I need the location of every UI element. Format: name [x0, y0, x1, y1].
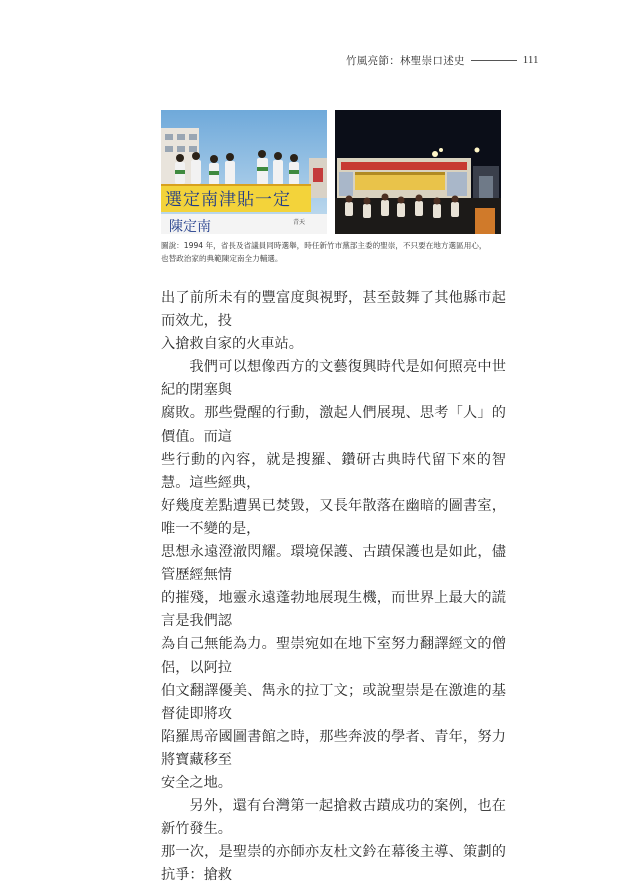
text-line: 思想永遠澄澈閃耀。環境保護、古蹟保護也是如此，儘管歷經無情 — [161, 544, 506, 584]
body-text — [161, 287, 506, 887]
candidate-sign-text: 陳定南 — [169, 219, 211, 234]
text-line: 腐敗。那些覺醒的行動，激起人們展現、思考「人」的價值。而這 — [161, 405, 506, 445]
text-line: 出了前所未有的豐富度與視野，甚至鼓舞了其他縣市起而效尤，投 — [161, 290, 506, 330]
caption-line: 也替政治家的典範陳定南全力輔選。 — [161, 254, 283, 263]
text-line: 伯文翻譯優美、雋永的拉丁文；或說聖崇是在激進的基督徒即將攻 — [161, 682, 506, 722]
text-line: 安全之地。 — [161, 774, 232, 791]
text-line: 另外，還有台灣第一起搶救古蹟成功的案例，也在新竹發生。 — [161, 798, 506, 838]
text-line: 的摧殘，地靈永遠蓬勃地展現生機，而世界上最大的謊言是我們認 — [161, 590, 506, 630]
caption-line: 圖說：1994 年，省長及省議員同時選舉，時任新竹市黨部主委的聖崇，不只要在地方選區用心， — [161, 241, 487, 250]
book-title: 竹風亮節：林聖崇口述史 — [346, 54, 465, 67]
night-rally-illustration — [335, 110, 501, 234]
text-line: 好幾度差點遭異已焚毀，又長年散落在幽暗的圖書室，唯一不變的是， — [161, 497, 506, 537]
text-line: 些行動的內容，就是搜羅、鑽研古典時代留下來的智慧。這些經典， — [161, 451, 506, 491]
text-line: 那一次，是聖崇的亦師亦友杜文鈐在幕後主導、策劃的抗爭：搶救 — [161, 844, 506, 884]
photo-caption — [161, 239, 506, 265]
header-rule — [471, 60, 517, 61]
running-header — [346, 52, 539, 68]
text-line: 入搶救自家的火車站。 — [161, 336, 303, 353]
banner-text: 選定南津貼一定 — [165, 190, 291, 210]
page-number: 111 — [522, 54, 539, 66]
text-line: 我們可以想像西方的文藝復興時代是如何照亮中世紀的閉塞與 — [161, 359, 506, 399]
night-rally-photo — [335, 110, 501, 234]
small-sign-text: 青天 — [293, 219, 306, 226]
rally-truck-illustration — [161, 110, 327, 234]
rally-truck-photo — [161, 110, 327, 234]
text-line: 陷羅馬帝國圖書館之時，那些奔波的學者、青年，努力將寶藏移至 — [161, 728, 506, 768]
text-line: 為自己無能為力。聖崇宛如在地下室努力翻譯經文的僧侶，以阿拉 — [161, 636, 506, 676]
